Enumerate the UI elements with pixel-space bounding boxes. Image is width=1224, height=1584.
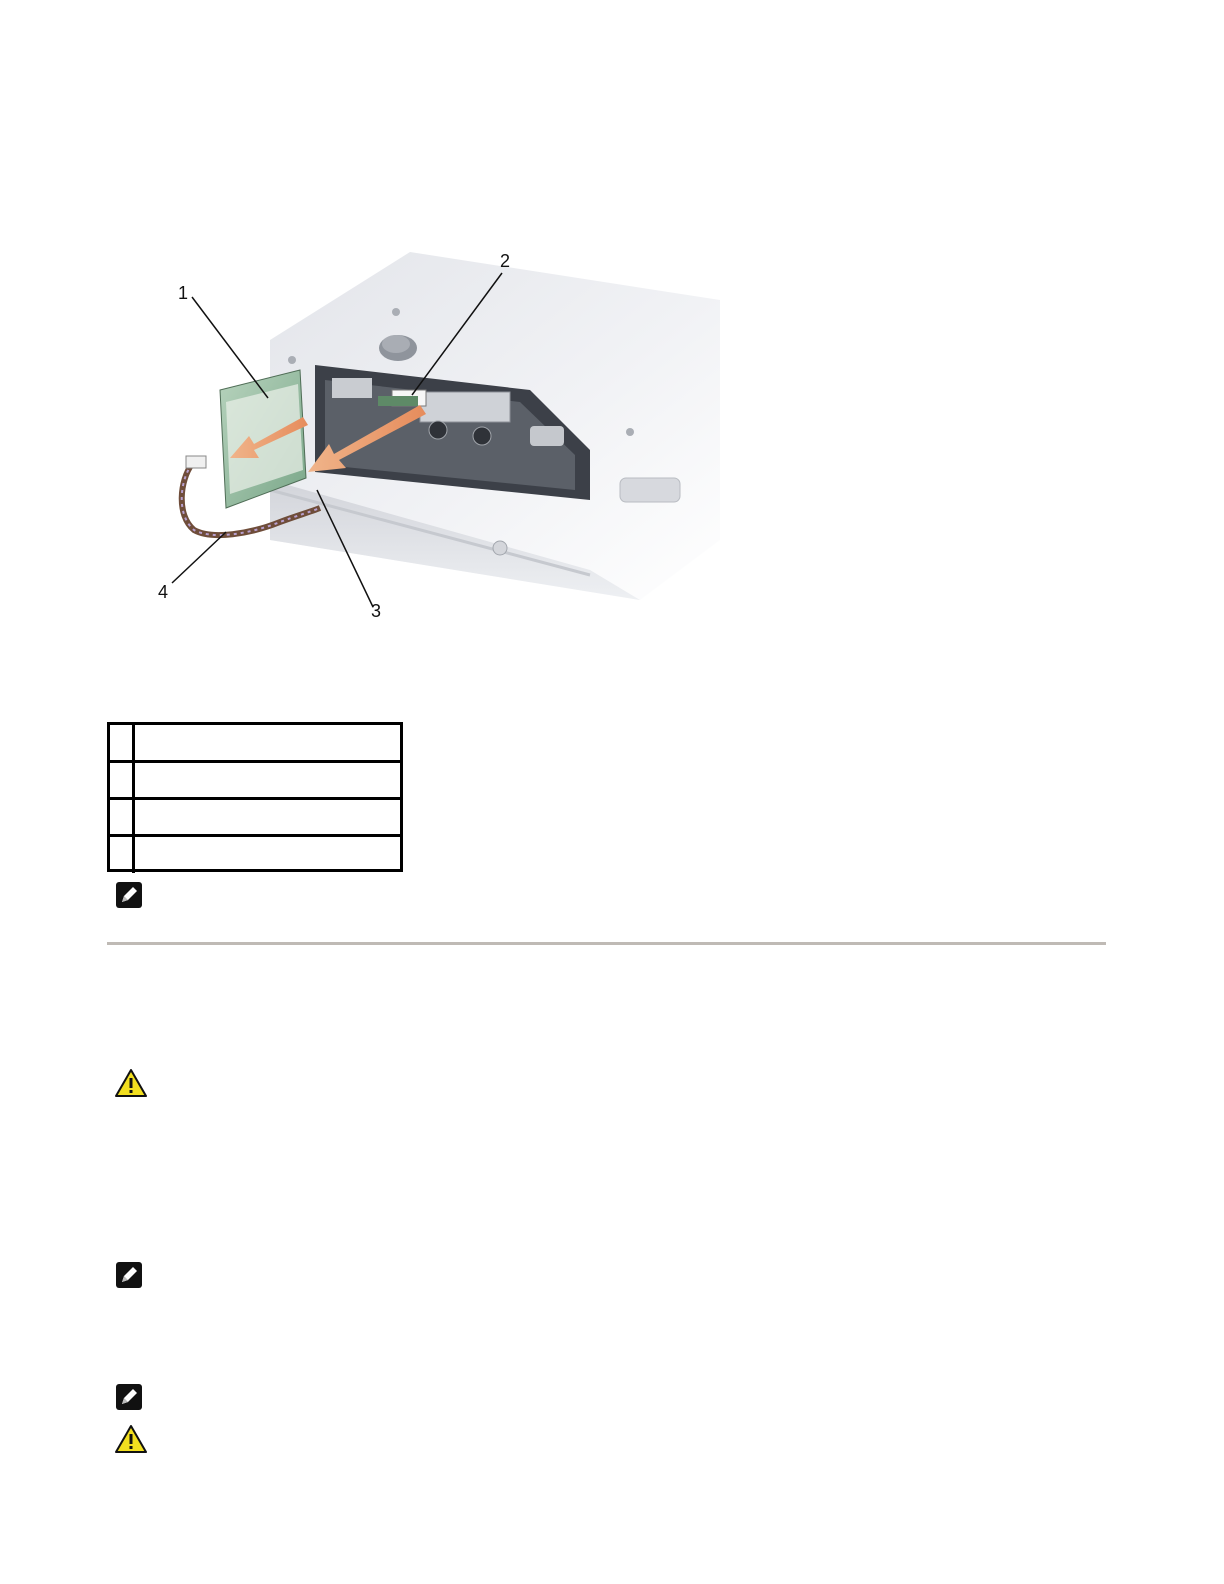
callout-1: 1 [178, 283, 189, 303]
table-row [110, 837, 400, 873]
legend-number [110, 725, 135, 761]
laptop-underside-drawing [120, 240, 720, 640]
section-divider [107, 942, 1106, 945]
legend-description [138, 725, 400, 761]
warning-triangle-icon [114, 1424, 148, 1454]
callout-2: 2 [500, 251, 511, 271]
pencil-note-icon [116, 1262, 142, 1288]
legend-table [107, 722, 403, 872]
table-row [110, 800, 400, 836]
table-row [110, 763, 400, 799]
table-row [110, 725, 400, 761]
legend-number [110, 800, 135, 836]
pencil-note-icon [116, 1384, 142, 1410]
callout-4: 4 [158, 582, 169, 602]
legend-number [110, 837, 135, 873]
legend-description [138, 763, 400, 799]
legend-number [110, 763, 135, 799]
callout-3: 3 [371, 601, 382, 621]
warning-triangle-icon [114, 1068, 148, 1098]
modem-removal-illustration [120, 240, 720, 640]
pencil-note-icon [116, 882, 142, 908]
legend-description [138, 837, 400, 873]
legend-description [138, 800, 400, 836]
